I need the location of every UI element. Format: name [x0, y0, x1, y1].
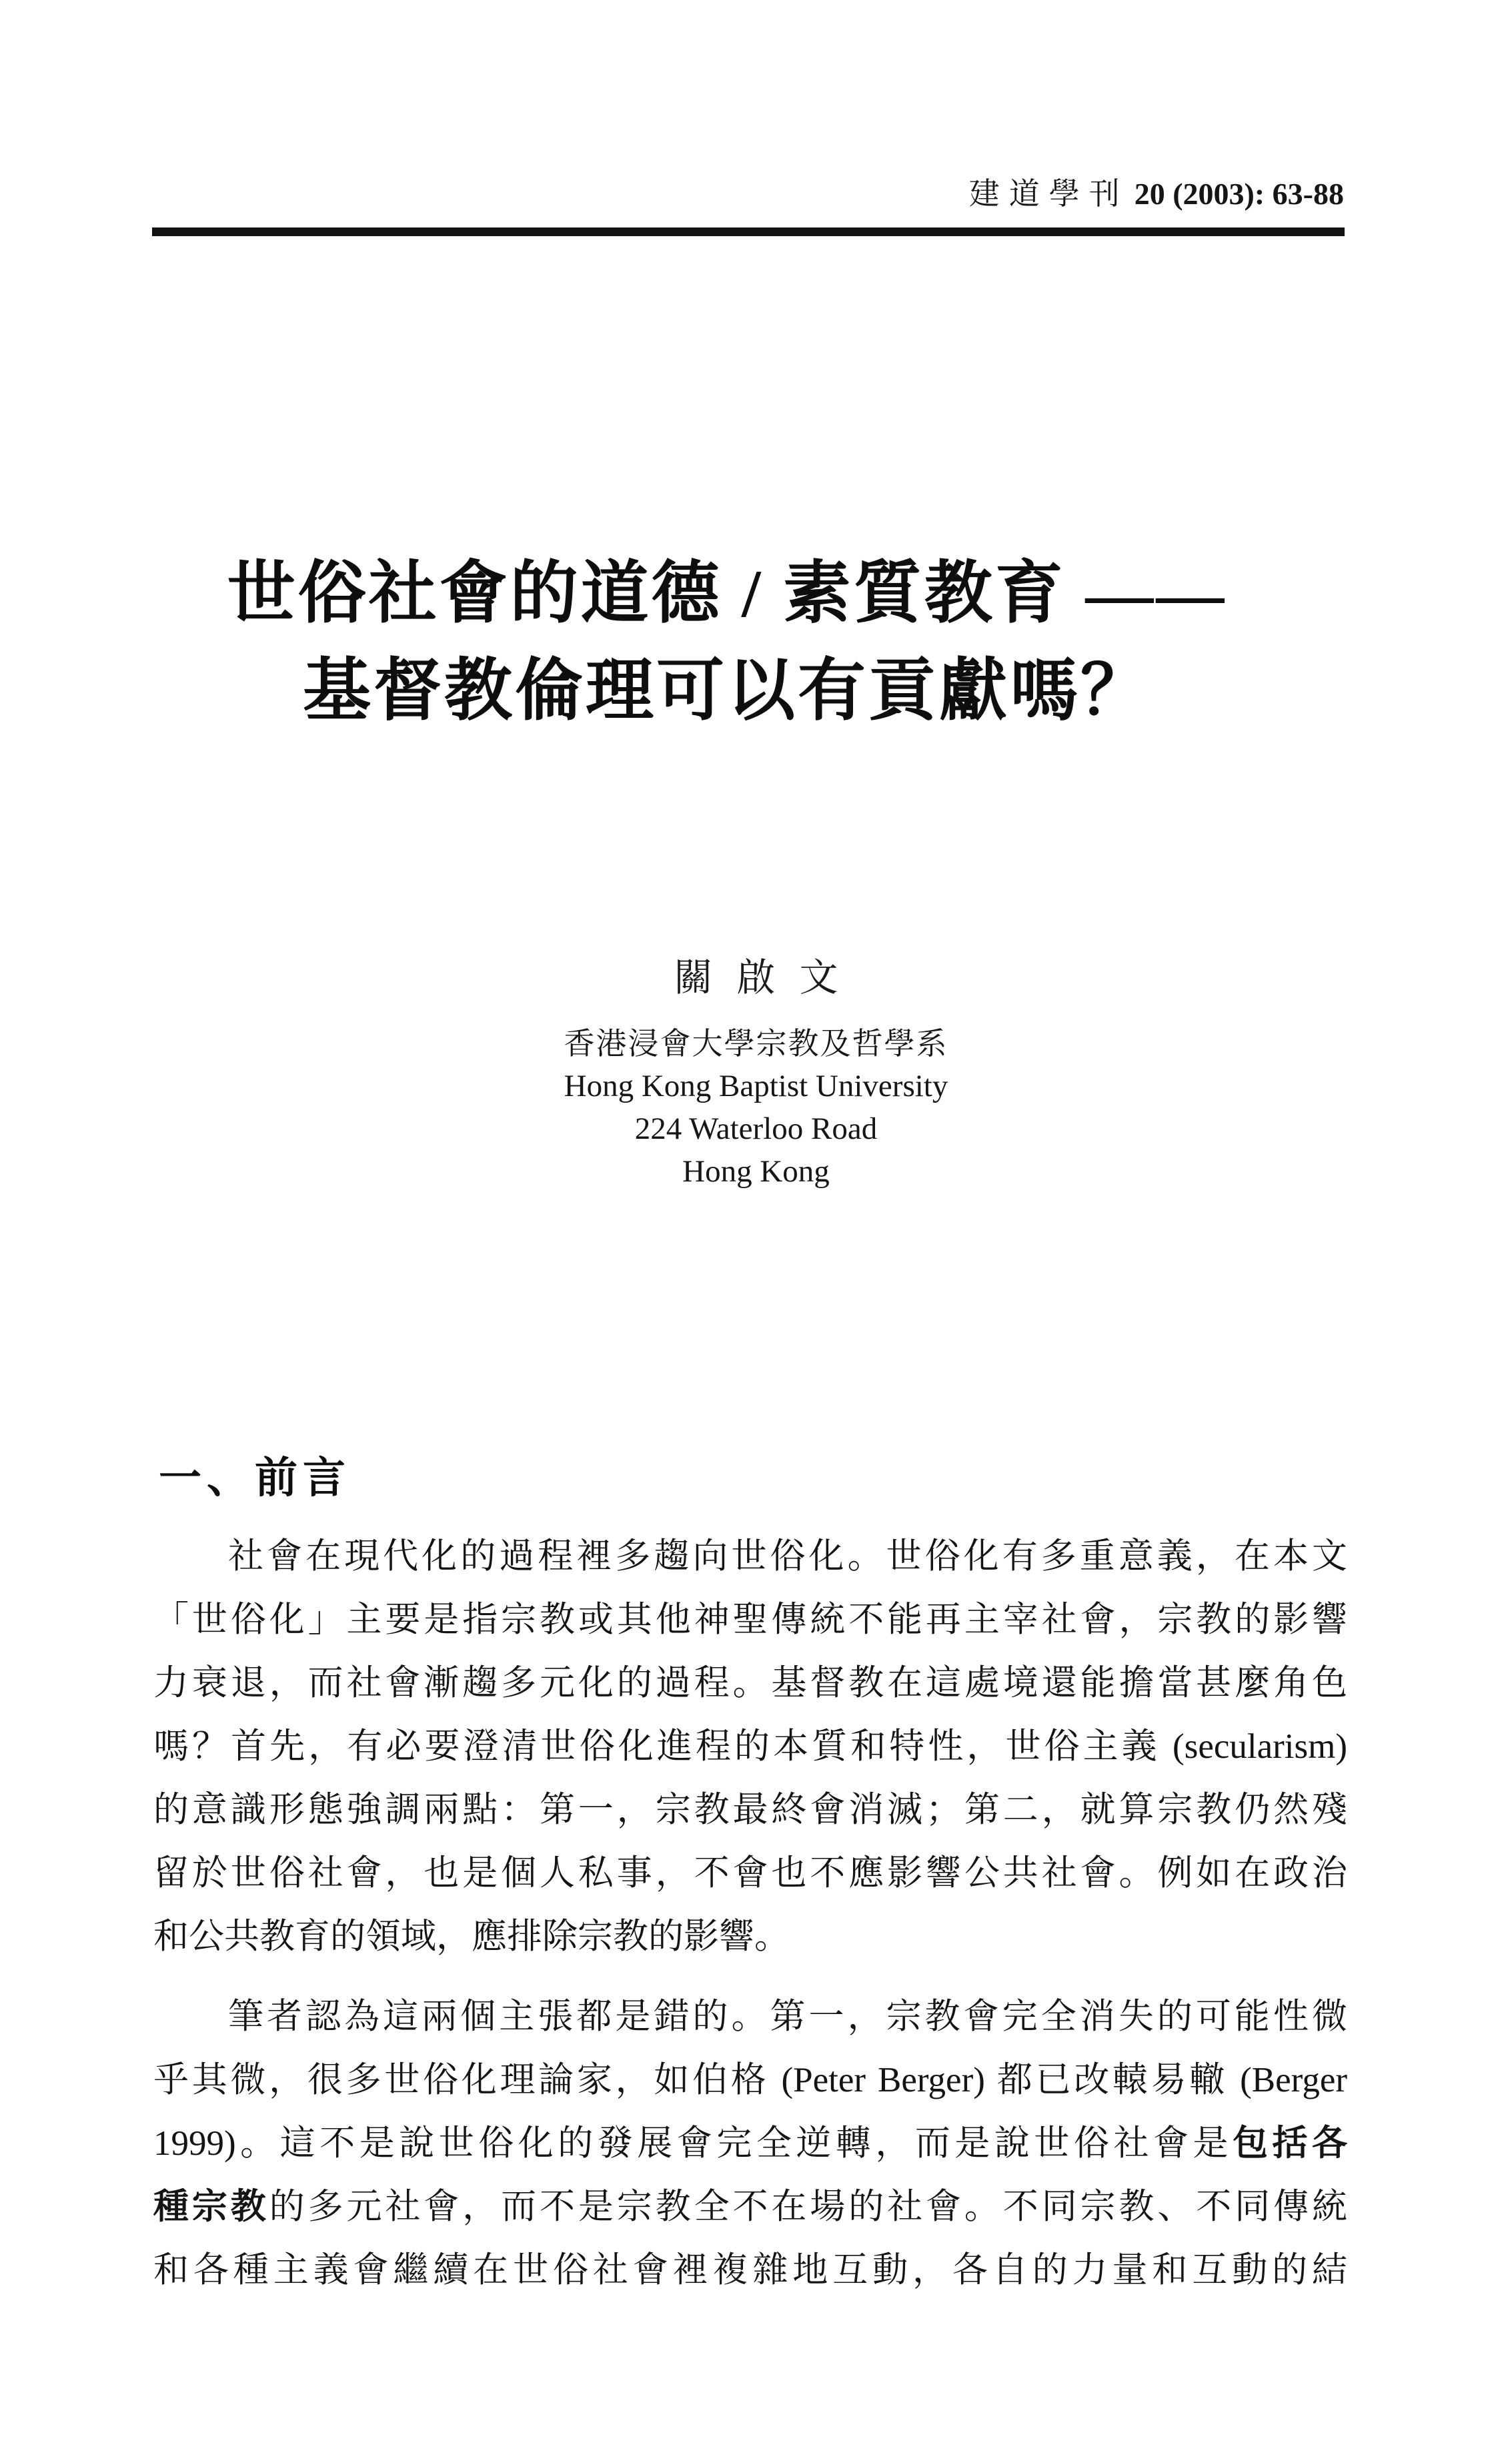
text-line: 筆者認為這兩個主張都是錯的。第一，宗教會完全消失的可能性微	[228, 1997, 1347, 2036]
article-title	[30, 546, 1424, 741]
paragraph-2	[153, 1985, 1347, 2302]
text-segment: 都已改轅易轍	[996, 2061, 1229, 2099]
text-line: 的意識形態強調兩點：第一，宗教最終會消滅；第二，就算宗教仍然殘	[153, 1791, 1347, 1829]
affiliation-street: 224 Waterloo Road	[634, 1111, 878, 1146]
title-line-2: 基督教倫理可以有貢獻嗎？	[303, 654, 1151, 729]
paragraph-1	[153, 1525, 1347, 1969]
text-line	[153, 2175, 1347, 2239]
text-line	[153, 2049, 1347, 2112]
journal-name: 建道學刊	[968, 177, 1129, 211]
text-segment: 嗎？首先，有必要澄清世俗化進程的本質和特性，世俗主義	[153, 1727, 1161, 1766]
header-divider-rule	[152, 227, 1345, 236]
text-segment-latin: (Berger	[1228, 2061, 1348, 2099]
journal-header	[969, 169, 1344, 213]
text-line: 社會在現代化的過程裡多趨向世俗化。世俗化有多重意義，在本文	[228, 1537, 1347, 1576]
text-segment-latin: (secularism)	[1160, 1727, 1347, 1766]
text-segment: 乎其微，很多世俗化理論家，如伯格	[153, 2061, 770, 2099]
text-line: 留於世俗社會，也是個人私事，不會也不應影響公共社會。例如在政治	[153, 1854, 1347, 1893]
text-line: 和公共教育的領域，應排除宗教的影響。	[153, 1917, 790, 1956]
text-line: 和各種主義會繼續在世俗社會裡複雜地互動，各自的力量和互動的結	[153, 2251, 1347, 2290]
text-segment: 。這不是說世俗化的發展會完全逆轉，而是說世俗社會是	[235, 2124, 1233, 2163]
text-segment-latin: 1999)	[153, 2124, 236, 2163]
text-line	[153, 2112, 1347, 2175]
affiliation-city: Hong Kong	[682, 1154, 830, 1189]
author-name: 關啟文	[674, 956, 862, 999]
text-line	[153, 1715, 1347, 1779]
text-segment-bold: 種宗教	[153, 2187, 269, 2226]
affiliation-university: Hong Kong Baptist University	[564, 1069, 948, 1103]
text-line: 「世俗化」主要是指宗教或其他神聖傳統不能再主宰社會，宗教的影響	[153, 1600, 1347, 1639]
text-segment-latin: (Peter Berger)	[769, 2061, 997, 2099]
text-segment: 的多元社會，而不是宗教全不在場的社會。不同宗教、不同傳統	[269, 2187, 1348, 2226]
title-line-1: 世俗社會的道德 / 素質教育 ——	[227, 556, 1227, 632]
text-line: 力衰退，而社會漸趨多元化的過程。基督教在這處境還能擔當甚麼角色	[153, 1664, 1347, 1702]
affiliation-block	[0, 1023, 1512, 1193]
body-text	[153, 1525, 1347, 2302]
affiliation-department: 香港浸會大學宗教及哲學系	[564, 1027, 948, 1061]
section-heading-intro: 一、前言	[159, 1454, 351, 1502]
text-segment-bold: 包括各	[1232, 2124, 1348, 2163]
journal-issue-info: 20 (2003): 63-88	[1134, 177, 1344, 211]
